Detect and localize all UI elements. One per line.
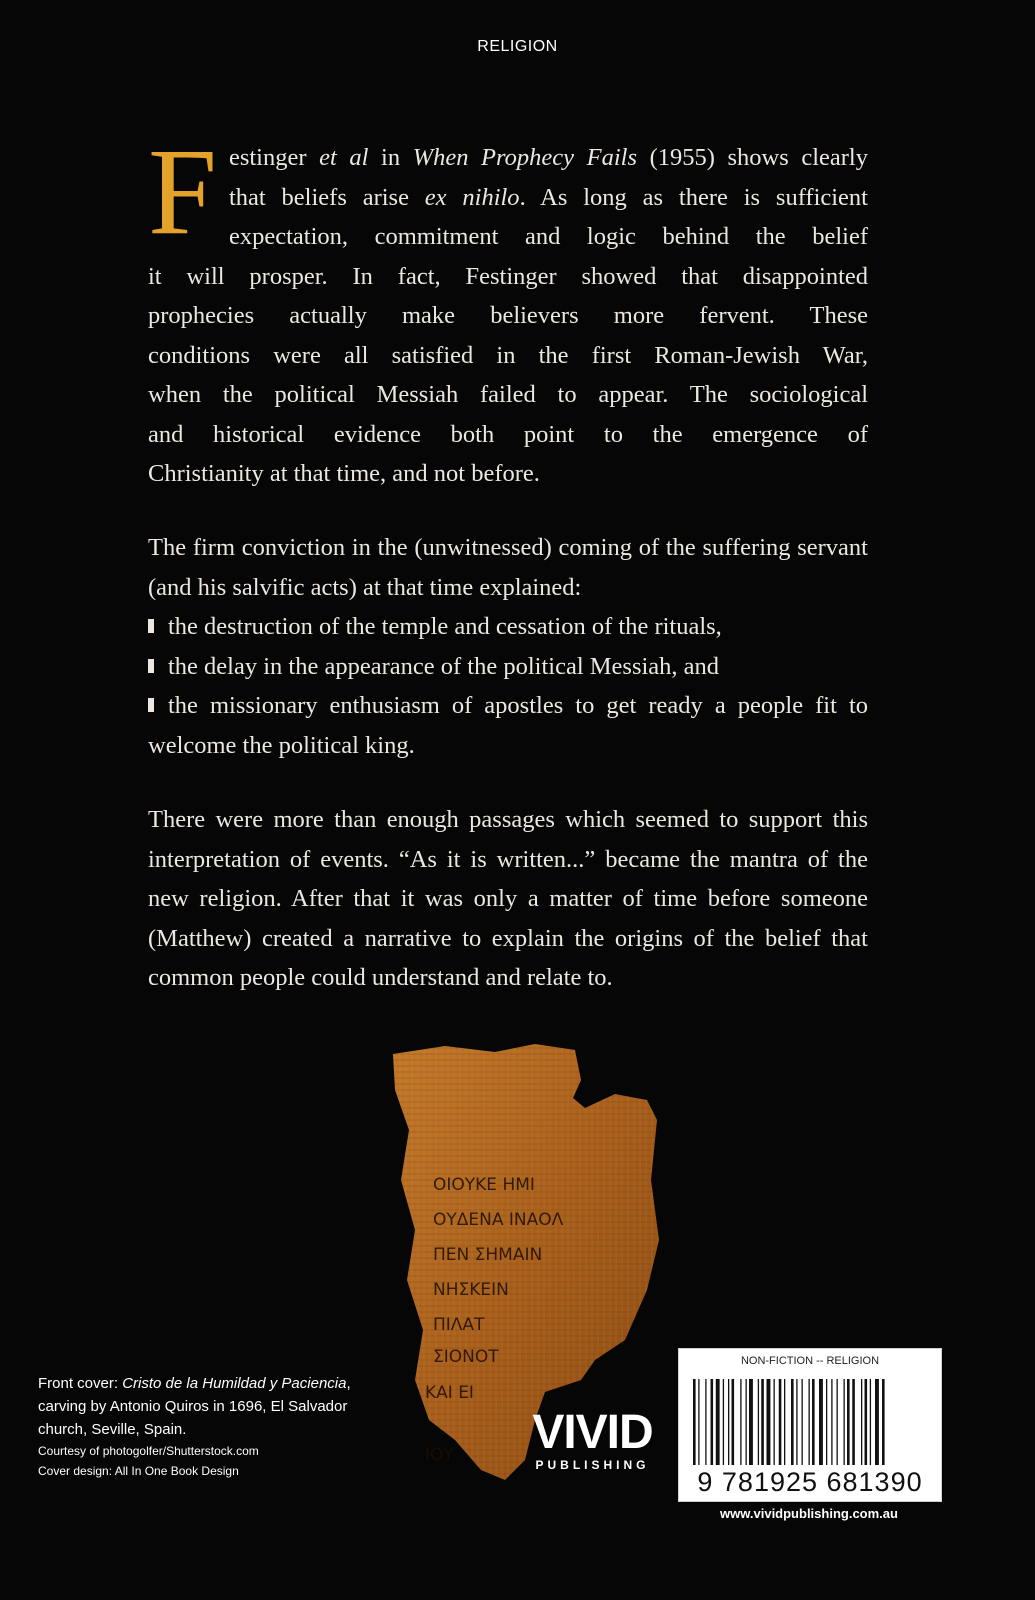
publisher-sub: PUBLISHING: [535, 1458, 650, 1472]
barcode-bar: [705, 1379, 706, 1465]
barcode-bar: [809, 1379, 810, 1465]
paragraph-1-line: it will prosper. In fact, Festinger showed that disappointed: [148, 262, 868, 290]
barcode-bar: [861, 1379, 862, 1465]
barcode-bar: [852, 1379, 855, 1465]
barcode-bar: [728, 1379, 729, 1465]
front-cover-credit: [38, 1372, 358, 1441]
barcode-bar: [693, 1379, 696, 1465]
barcode-bar: [826, 1379, 827, 1465]
barcode-bar: [779, 1379, 782, 1465]
paragraph-2: [148, 528, 868, 765]
barcode-bar: [761, 1379, 764, 1465]
barcode: [678, 1348, 942, 1502]
barcode-bar: [831, 1379, 832, 1465]
courtesy-credit: Courtesy of photogolfer/Shutterstock.com: [38, 1444, 259, 1458]
bullet-text: the destruction of the temple and cessation of the rituals,: [168, 613, 722, 640]
paragraph-1-line: prophecies actually make believers more fervent. These: [148, 302, 868, 329]
paragraph-1-line: expectation, commitment and logic behind the belief: [228, 223, 868, 250]
barcode-bar: [791, 1379, 794, 1465]
barcode-bar: [865, 1379, 868, 1465]
paragraph-1: [148, 123, 868, 494]
papyrus-text-line: ΙΟΥ: [425, 1445, 454, 1465]
barcode-bar: [870, 1379, 871, 1465]
barcode-bar: [723, 1379, 724, 1465]
barcode-bars: [691, 1379, 929, 1467]
papyrus-text-line: ΠΕΝ ΣΗΜΑΙΝ: [433, 1245, 543, 1265]
credit-title: Cristo de la Humildad y Paciencia: [122, 1375, 347, 1392]
papyrus-text-line: ΟΥΔΕΝΑ ΙΝΑΟΛ: [433, 1210, 564, 1230]
bullet-mark-icon: [148, 659, 154, 673]
drop-cap: F: [148, 123, 217, 260]
papyrus-text-line: ΣΙΟΝΟΤ: [433, 1347, 499, 1367]
barcode-bar: [837, 1379, 838, 1465]
papyrus-text-line: ΝΗΣΚΕΙΝ: [433, 1280, 509, 1300]
papyrus-text-line: ΚΑΙ ΕΙ: [425, 1383, 474, 1403]
bullet-text: the delay in the appearance of the political Messiah, and: [168, 652, 720, 680]
bullet-item: [148, 686, 868, 765]
papyrus-text-line: ΟΙΟΥΚΕ ΗΜΙ: [433, 1175, 535, 1195]
publisher-logo: [520, 1408, 665, 1472]
bullet-item: [148, 607, 868, 647]
bullet-item: [148, 647, 868, 687]
barcode-bar: [819, 1379, 823, 1465]
barcode-bar: [784, 1379, 785, 1465]
barcode-bar: [767, 1379, 771, 1465]
barcode-bar: [882, 1379, 885, 1465]
paragraph-1-line: that beliefs arise ex nihilo. As long as there is sufficient: [228, 183, 868, 211]
paragraph-3: There were more than enough passages which seemed to support this interpretation of events. “As it is written...” became the mantra of the new religion. After that it was only a matter of time before someone (Matthew) created a narrative to explain the origins of the belief that common people could understand and relate to.: [148, 806, 868, 991]
publisher-website: www.vividpublishing.com.au: [720, 1506, 898, 1521]
barcode-bar: [749, 1379, 753, 1465]
papyrus-text-line: ΠΙΛΑΤ: [433, 1315, 485, 1335]
design-credit: Cover design: All In One Book Design: [38, 1464, 239, 1478]
barcode-bar: [711, 1379, 714, 1465]
barcode-bar: [796, 1379, 797, 1465]
barcode-bar: [875, 1379, 879, 1465]
barcode-bar: [844, 1379, 845, 1465]
barcode-bar: [802, 1379, 803, 1465]
paragraph-1-line: Christianity at that time, and not before.: [148, 460, 540, 487]
paragraph-1-line: conditions were all satisfied in the first Roman-Jewish War,: [148, 341, 868, 369]
barcode-bar: [732, 1379, 735, 1465]
paragraph-1-line: when the political Messiah failed to appear. The sociological: [148, 381, 868, 408]
barcode-bar: [847, 1379, 850, 1465]
cover-credits: [38, 1372, 358, 1481]
bullet-text: the missionary enthusiasm of apostles to get ready a people fit to welcome the political king.: [148, 692, 868, 759]
credit-label: Front cover:: [38, 1375, 119, 1392]
barcode-bar: [740, 1379, 741, 1465]
barcode-bar: [758, 1379, 759, 1465]
credit-details: , carving by Antonio Quiros in 1696, El Salvador church, Seville, Spain.: [38, 1375, 351, 1438]
paragraph-1-line: estinger et al in When Prophecy Fails (1955) shows clearly: [228, 144, 868, 171]
barcode-bar: [774, 1379, 775, 1465]
barcode-bar: [716, 1379, 720, 1465]
barcode-digits: 9 781925 681390: [697, 1467, 923, 1497]
barcode-category: NON-FICTION -- RELIGION: [740, 1355, 880, 1367]
bullet-mark-icon: [148, 698, 154, 712]
category-label: RELIGION: [477, 38, 558, 55]
barcode-bar: [746, 1379, 747, 1465]
bullet-mark-icon: [148, 619, 154, 633]
paragraph-1-line: and historical evidence both point to the emergence of: [148, 420, 868, 448]
paragraph-1-lines: [148, 123, 868, 494]
barcode-bar: [812, 1379, 815, 1465]
publisher-name: VIVID: [532, 1406, 653, 1459]
paragraph-2-intro: The firm conviction in the (unwitnessed) coming of the suffering servant (and his salvific acts) at that time explained:: [148, 534, 868, 601]
barcode-bar: [698, 1379, 699, 1465]
